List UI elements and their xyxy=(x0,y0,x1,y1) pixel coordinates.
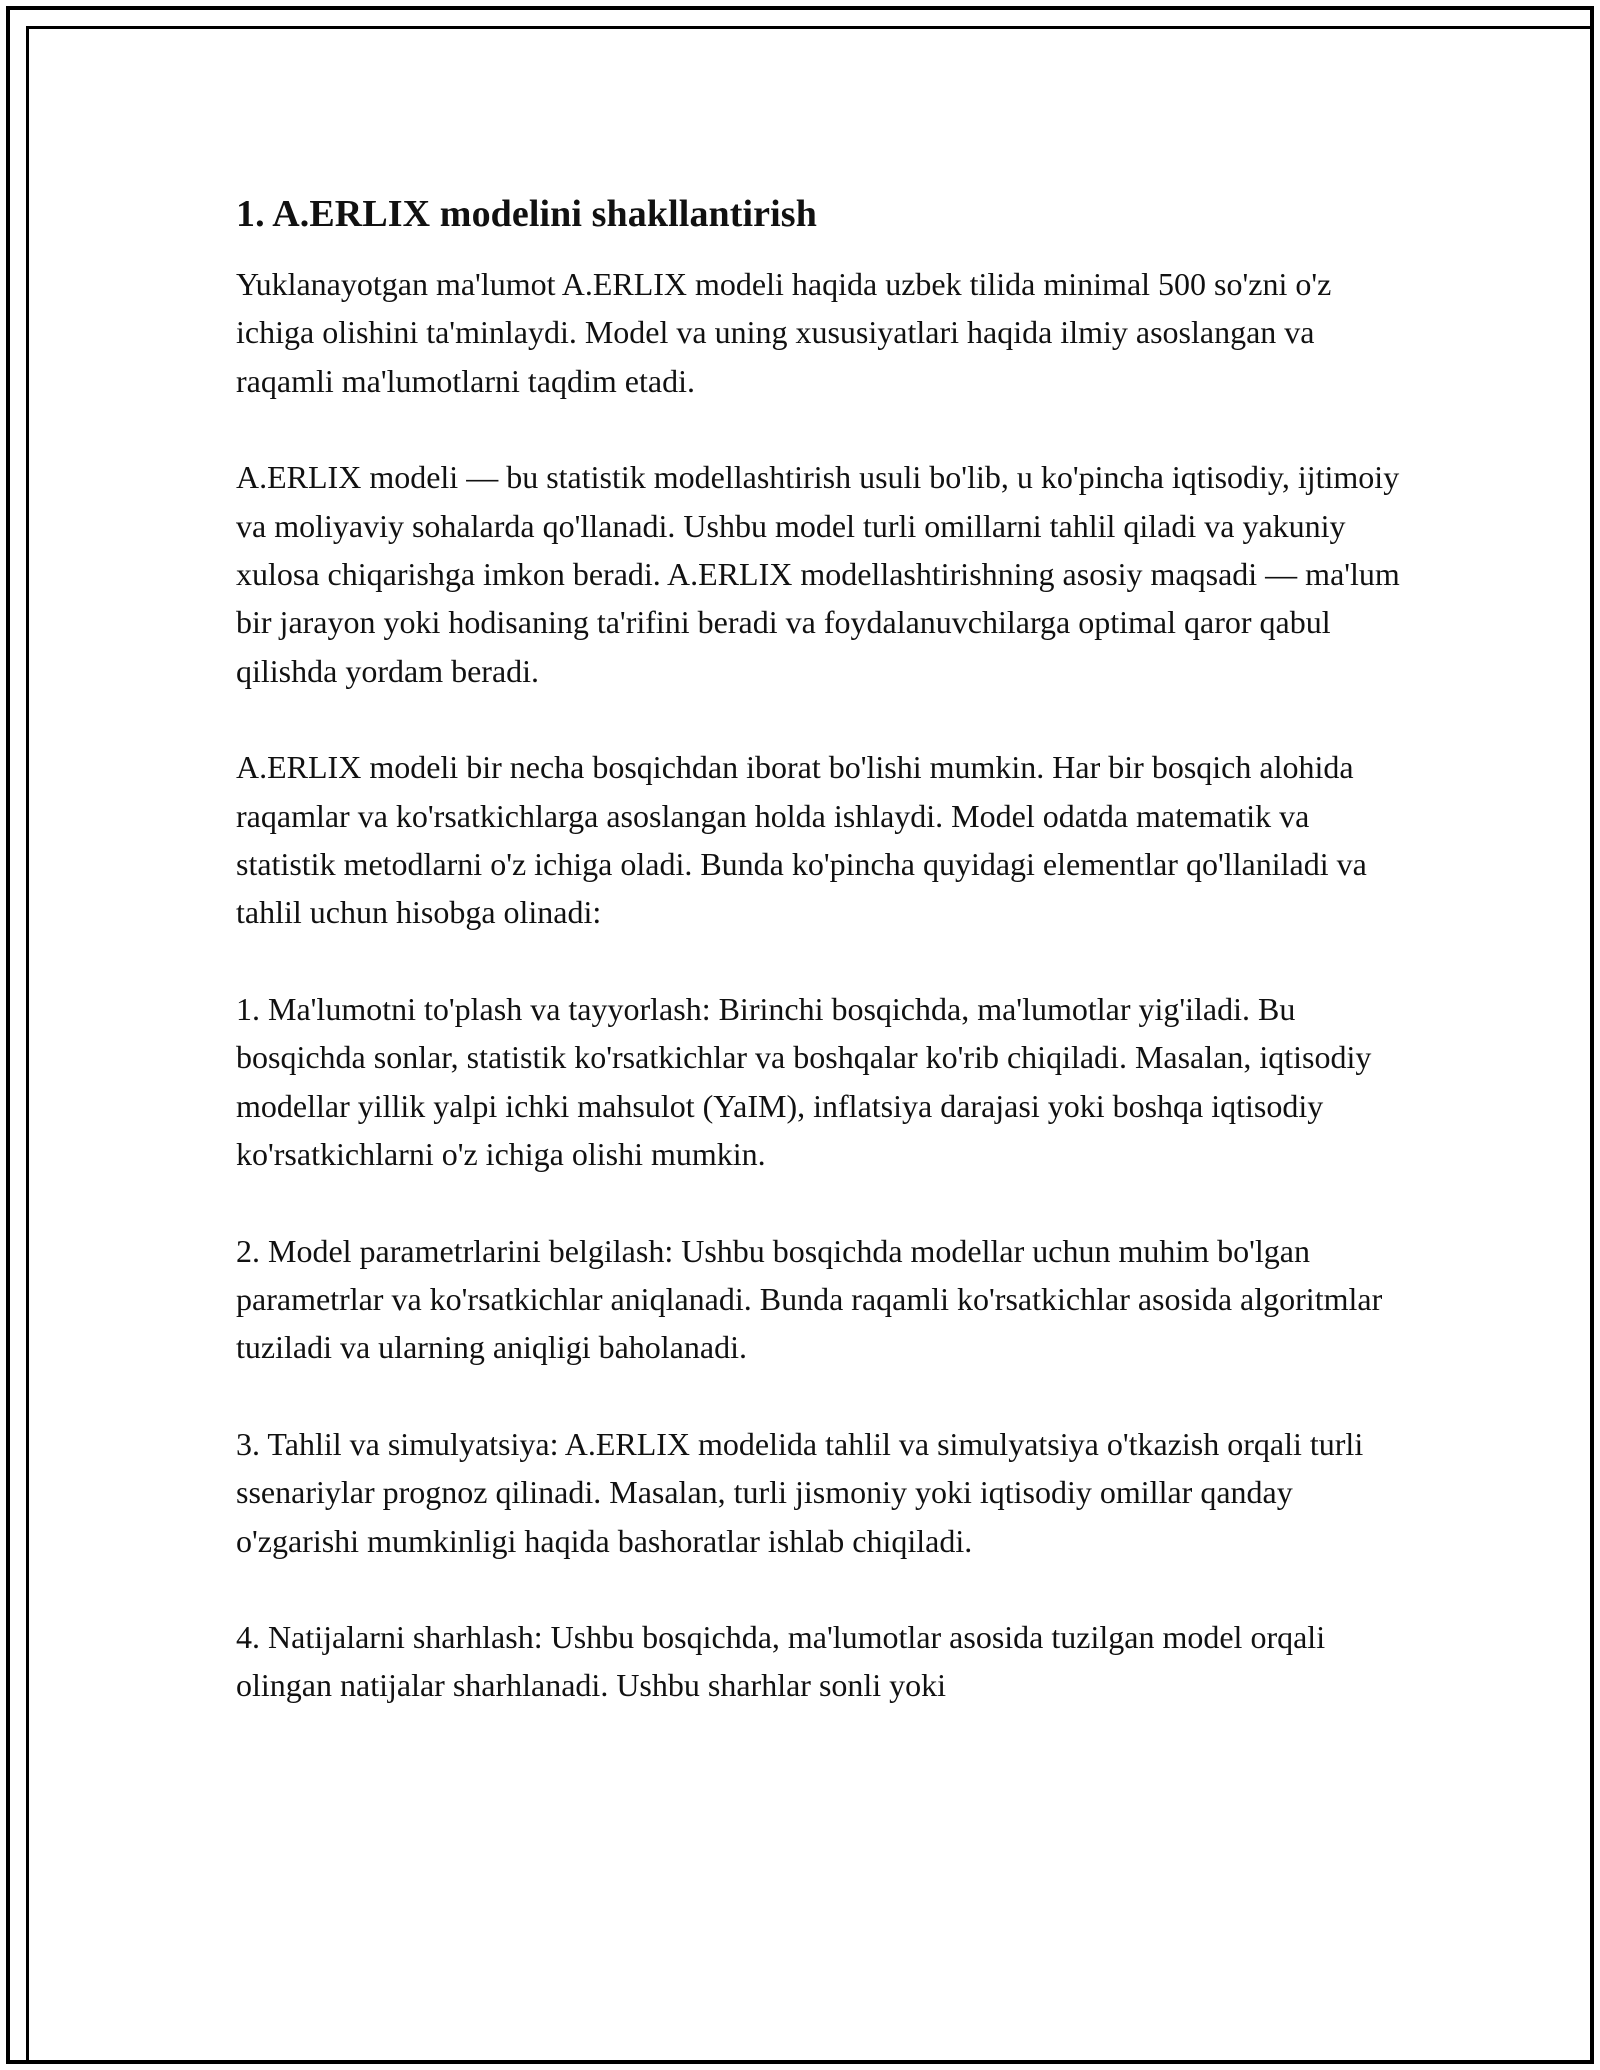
section-heading: 1. A.ERLIX modelini shakllantirish xyxy=(236,193,817,235)
stage-2-paragraph: 2. Model parametrlarini belgilash: Ushbu bosqichda modellar uchun muhim bo'lgan parametrlar va ko'rsatkichlar aniqlanadi. Bunda raqamli ko'rsatkichlar asosida algoritmlar tuziladi va ularning aniqligi baholanadi. xyxy=(236,1232,1383,1366)
stages-paragraph: A.ERLIX modeli bir necha bosqichdan iborat bo'lishi mumkin. Har bir bosqich alohida raqamlar va ko'rsatkichlarga asoslangan holda ishlaydi. Model odatda matematik va statistik metodlarni o'z ichiga oladi. Bunda ko'pincha quyidagi elementlar qo'llaniladi va tahlil uchun hisobga olinadi: xyxy=(236,749,1367,931)
definition-paragraph: A.ERLIX modeli — bu statistik modellashtirish usuli bo'lib, u ko'pincha iqtisodiy, ijtimoiy va moliyaviy sohalarda qo'llanadi. Ushbu model turli omillarni tahlil qiladi va yakuniy xulosa chiqarishga imkon beradi. A.ERLIX modellashtirishning asosiy maqsadi — ma'lum bir jarayon yoki hodisaning ta'rifini beradi va foydalanuvchilarga optimal qaror qabul qilishda yordam beradi. xyxy=(236,459,1400,689)
stage-1-paragraph: 1. Ma'lumotni to'plash va tayyorlash: Birinchi bosqichda, ma'lumotlar yig'iladi. Bu bosqichda sonlar, statistik ko'rsatkichlar va boshqalar ko'rib chiqiladi. Masalan, iqtisodiy modellar yillik yalpi ichki mahsulot (YaIM), inflatsiya darajasi yoki boshqa iqtisodiy ko'rsatkichlarni o'z ichiga olishi mumkin. xyxy=(236,990,1372,1173)
intro-paragraph: Yuklanayotgan ma'lumot A.ERLIX modeli haqida uzbek tilida minimal 500 so'zni o'z ichiga olishini ta'minlaydi. Model va uning xususiyatlari haqida ilmiy asoslangan va raqamli ma'lumotlarni taqdim etadi. xyxy=(236,266,1332,399)
stage-3-paragraph: 3. Tahlil va simulyatsiya: A.ERLIX modelida tahlil va simulyatsiya o'tkazish orqali turli ssenariylar prognoz qilinadi. Masalan, turli jismoniy yoki iqtisodiy omillar qanday o'zgarishi mumkinligi haqida bashoratlar ishlab chiqiladi. xyxy=(236,1425,1364,1559)
document-body xyxy=(236,186,1406,1758)
stage-4-paragraph: 4. Natijalarni sharhlash: Ushbu bosqichda, ma'lumotlar asosida tuzilgan model orqali olingan natijalar sharhlanadi. Ushbu sharhlar sonli yoki xyxy=(236,1618,1326,1704)
